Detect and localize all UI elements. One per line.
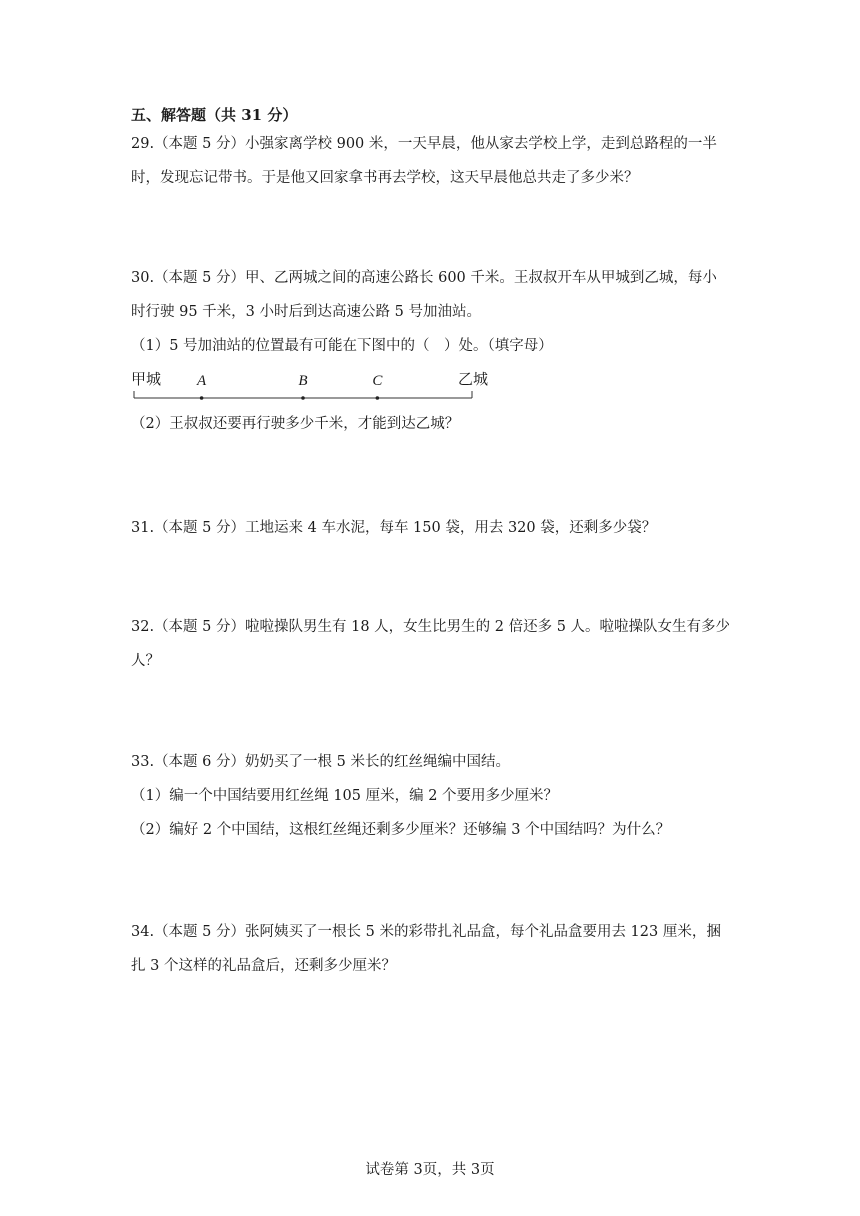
- road-point-b: [298, 373, 307, 400]
- road-point-label: B: [298, 373, 308, 389]
- road-diagram: [131, 366, 511, 412]
- question-30-line-1: 30.（本题 5 分）甲、乙两城之间的高速公路长 600 千米。王叔叔开车从甲城到乙城，每小: [131, 270, 717, 286]
- section-title: 五、解答题（共 31 分）: [131, 106, 298, 124]
- question-34-line-2: 扎 3 个这样的礼品盒后，还剩多少厘米？: [131, 958, 396, 974]
- page-footer: 试卷第 3页，共 3页: [365, 1162, 495, 1178]
- question-33-sub-2: （2）编好 2 个中国结，这根红丝绳还剩多少厘米？还够编 3 个中国结吗？为什么？: [131, 822, 671, 838]
- question-34-line-1: 34.（本题 5 分）张阿姨买了一根长 5 米的彩带扎礼品盒，每个礼品盒要用去 123 厘米，捆: [131, 924, 721, 940]
- road-points: [196, 373, 383, 400]
- question-30-sub-2: （2）王叔叔还要再行驶多少千米，才能到达乙城？: [131, 416, 460, 432]
- city-yi-label: 乙城: [458, 370, 489, 388]
- road-point-c: [372, 373, 383, 400]
- road-point-dot: [376, 396, 380, 400]
- city-jia-label: 甲城: [131, 370, 162, 388]
- road-point-label: A: [197, 373, 207, 389]
- road-point-label: C: [372, 373, 383, 389]
- question-30-line-2: 时行驶 95 千米，3 小时后到达高速公路 5 号加油站。: [131, 304, 481, 320]
- question-32-line-1: 32.（本题 5 分）啦啦操队男生有 18 人，女生比男生的 2 倍还多 5 人。啦啦操队女生有多少: [131, 619, 731, 635]
- question-30-sub-1: （1）5 号加油站的位置最有可能在下图中的（ ）处。（填字母）: [131, 338, 553, 354]
- question-29-line-2: 时，发现忘记带书。于是他又回家拿书再去学校，这天早晨他总共走了多少米？: [131, 170, 639, 186]
- question-29-line-1: 29.（本题 5 分）小强家离学校 900 米，一天早晨，他从家去学校上学，走到总路程的一半: [131, 136, 717, 152]
- road-point-dot: [301, 396, 305, 400]
- question-33-sub-1: （1）编一个中国结要用红丝绳 105 厘米，编 2 个要用多少厘米？: [131, 788, 559, 804]
- question-32-line-2: 人？: [131, 653, 160, 669]
- road-diagram-svg: [131, 366, 511, 412]
- road-point-a: [196, 373, 207, 400]
- road-point-dot: [200, 396, 204, 400]
- question-33-line-1: 33.（本题 6 分）奶奶买了一根 5 米长的红丝绳编中国结。: [131, 754, 510, 770]
- question-31-line-1: 31.（本题 5 分）工地运来 4 车水泥，每车 150 袋，用去 320 袋，还剩多少袋？: [131, 520, 657, 536]
